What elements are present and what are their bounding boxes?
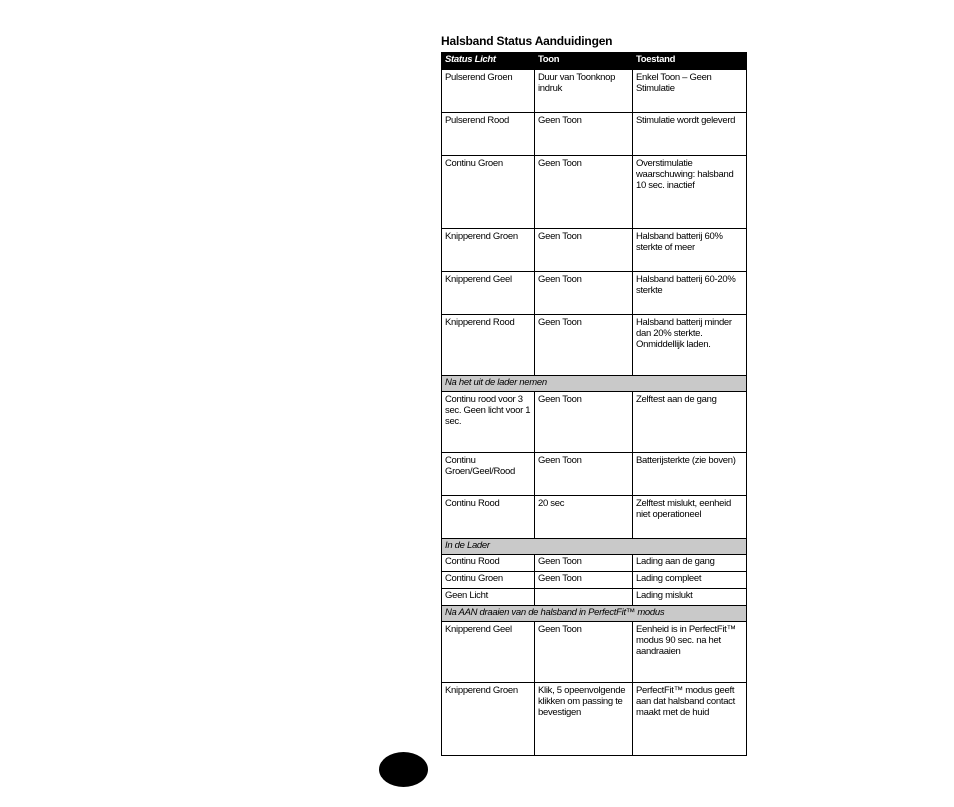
cell-condition: Lading aan de gang	[633, 555, 747, 572]
section-perfectfit: Na AAN draaien van de halsband in PerfectFit™ modus	[442, 606, 747, 622]
cell-condition: Batterijsterkte (zie boven)	[633, 453, 747, 496]
cell-condition: Eenheid is in PerfectFit™ modus 90 sec. na het aandraaien	[633, 622, 747, 683]
cell-status: Knipperend Groen	[442, 229, 535, 272]
page-marker-dot	[379, 752, 428, 787]
cell-condition: PerfectFit™ modus geeft aan dat halsband contact maakt met de huid	[633, 683, 747, 756]
section-header-row	[442, 606, 747, 622]
cell-condition: Halsband batterij 60% sterkte of meer	[633, 229, 747, 272]
page-title: Halsband Status Aanduidingen	[441, 34, 613, 48]
cell-tone: Geen Toon	[535, 572, 633, 589]
cell-status: Knipperend Geel	[442, 272, 535, 315]
cell-condition: Zelftest mislukt, eenheid niet operationeel	[633, 496, 747, 539]
cell-tone: Klik, 5 opeenvolgende klikken om passing te bevestigen	[535, 683, 633, 756]
section-after-charger: Na het uit de lader nemen	[442, 376, 747, 392]
cell-status: Knipperend Rood	[442, 315, 535, 376]
table-row	[442, 555, 747, 572]
cell-condition: Overstimulatie waarschuwing: halsband 10 sec. inactief	[633, 156, 747, 229]
cell-tone: Duur van Toonknop indruk	[535, 70, 633, 113]
table-row	[442, 589, 747, 606]
table-row	[442, 683, 747, 756]
status-table	[441, 52, 747, 756]
header-status-light: Status Licht	[442, 53, 535, 70]
table-header-row	[442, 53, 747, 70]
cell-tone: Geen Toon	[535, 272, 633, 315]
table-row	[442, 229, 747, 272]
table-row	[442, 272, 747, 315]
cell-tone: Geen Toon	[535, 113, 633, 156]
table-row	[442, 453, 747, 496]
table-row	[442, 156, 747, 229]
cell-condition: Halsband batterij minder dan 20% sterkte. Onmiddellijk laden.	[633, 315, 747, 376]
cell-condition: Halsband batterij 60-20% sterkte	[633, 272, 747, 315]
cell-status: Continu Groen	[442, 572, 535, 589]
section-in-charger: In de Lader	[442, 539, 747, 555]
table-row	[442, 315, 747, 376]
cell-status: Knipperend Geel	[442, 622, 535, 683]
cell-status: Knipperend Groen	[442, 683, 535, 756]
cell-tone: Geen Toon	[535, 453, 633, 496]
table-row	[442, 113, 747, 156]
cell-tone: Geen Toon	[535, 156, 633, 229]
cell-status: Geen Licht	[442, 589, 535, 606]
section-header-row	[442, 539, 747, 555]
cell-tone: Geen Toon	[535, 229, 633, 272]
cell-condition: Lading mislukt	[633, 589, 747, 606]
cell-condition: Lading compleet	[633, 572, 747, 589]
cell-status: Continu Rood	[442, 555, 535, 572]
cell-tone: Geen Toon	[535, 315, 633, 376]
table-row	[442, 392, 747, 453]
cell-condition: Zelftest aan de gang	[633, 392, 747, 453]
section-header-row	[442, 376, 747, 392]
table-row	[442, 572, 747, 589]
cell-status: Continu rood voor 3 sec. Geen licht voor 1 sec.	[442, 392, 535, 453]
cell-tone: Geen Toon	[535, 622, 633, 683]
header-condition: Toestand	[633, 53, 747, 70]
cell-tone	[535, 589, 633, 606]
cell-tone: Geen Toon	[535, 392, 633, 453]
cell-condition: Enkel Toon – Geen Stimulatie	[633, 70, 747, 113]
cell-status: Continu Groen	[442, 156, 535, 229]
table-row	[442, 70, 747, 113]
header-tone: Toon	[535, 53, 633, 70]
cell-tone: 20 sec	[535, 496, 633, 539]
cell-status: Pulserend Groen	[442, 70, 535, 113]
cell-status: Continu Rood	[442, 496, 535, 539]
cell-condition: Stimulatie wordt geleverd	[633, 113, 747, 156]
cell-status: Pulserend Rood	[442, 113, 535, 156]
cell-status: Continu Groen/Geel/Rood	[442, 453, 535, 496]
cell-tone: Geen Toon	[535, 555, 633, 572]
table-row	[442, 496, 747, 539]
table-row	[442, 622, 747, 683]
